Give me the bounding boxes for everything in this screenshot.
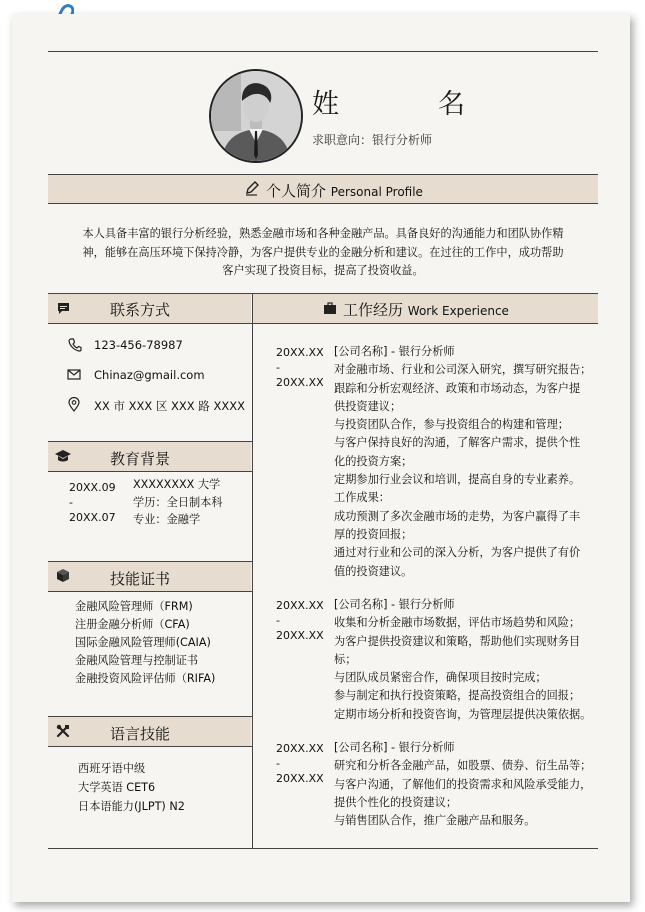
phone-number: 123-456-78987 xyxy=(94,338,183,352)
education-details xyxy=(133,476,223,529)
profile-title: 个人简介 Personal Profile xyxy=(266,182,423,200)
email-address: Chinaz@gmail.com xyxy=(94,368,205,382)
list-item: 国际金融风险管理师(CAIA) xyxy=(75,636,211,649)
work-title: 工作经历 Work Experience xyxy=(343,301,509,319)
certificate-cube-icon xyxy=(56,568,70,583)
certificates-header-bottom-rule xyxy=(48,591,252,592)
language-list xyxy=(78,759,185,816)
job-intent xyxy=(312,131,432,148)
avatar xyxy=(209,69,303,163)
list-item: 注册金融分析师（CFA) xyxy=(75,618,190,631)
list-item: 金融风险管理师（FRM) xyxy=(75,600,193,613)
work-entry-1: [公司名称] - 银行分析师 对金融市场、行业和公司深入研究，撰写研究报告； 跟踪和分析宏观经济、政策和市场动态，为客户提 供投资建议； 与投资团队合作，参与投资组合的构建和管理； 与客户保持良好的沟通，了解客户需求，提供个性 化的投资方案； 定期参加行业会议和培训，提高自身的专业素养。 工作成果： 成功预测了多次金融市场的走势，为客户赢得了丰 厚的投资回报； 通过对行业和公司的深入分析，为客户提供了有价 值的投资建议。 xyxy=(334,345,592,578)
work-dates-1: 20XX.XX - 20XX.XX xyxy=(276,346,324,389)
columns-header-bottom-rule xyxy=(48,323,598,324)
profile-summary xyxy=(78,225,568,281)
work-entry-3: [公司名称] - 银行分析师 研究和分析各金融产品，如股票、债券、衍生品等； 与客户沟通，了解他们的投资需求和风险承受能力， 提供个性化的投资建议； 与销售团队合作，推广金融产品和服务。 xyxy=(334,741,592,828)
job-intent-label: 求职意向： xyxy=(312,133,373,147)
bottom-rule xyxy=(48,848,598,849)
email-icon xyxy=(67,369,81,380)
chat-icon xyxy=(57,302,70,315)
work-entry-2: [公司名称] - 银行分析师 收集和分析金融市场数据，评估市场趋势和风险； 为客户提供投资建议和策略，帮助他们实现财务目 标； 与团队成员紧密合作，确保项目按时完成； 参与制定和执行投资策略，提高投资组合的回报； 定期市场分析和投资咨询，为管理层提供决策依据。 xyxy=(334,598,592,721)
job-intent-value: 银行分析师 xyxy=(372,133,433,147)
languages-title: 语言技能 xyxy=(110,725,171,743)
degree: 学历：全日制本科 xyxy=(133,495,223,509)
work-dates-3: 20XX.XX - 20XX.XX xyxy=(276,742,324,785)
list-item: 金融风险管理与控制证书 xyxy=(75,654,199,667)
top-rule xyxy=(48,51,598,52)
certificate-list xyxy=(75,598,215,688)
briefcase-icon xyxy=(323,302,337,315)
tools-icon xyxy=(56,724,70,738)
certificates-title: 技能证书 xyxy=(110,570,171,588)
location-pin-icon xyxy=(68,397,80,412)
education-dates: 20XX.09 - 20XX.07 xyxy=(69,481,116,524)
profile-line: 本人具备丰富的银行分析经验，熟悉金融市场和各种金融产品。具备良好的沟通能力和团队协作精 xyxy=(82,227,564,240)
list-item: 西班牙语中级 xyxy=(78,762,146,775)
education-title: 教育背景 xyxy=(110,450,171,468)
pen-icon xyxy=(244,180,260,196)
column-divider xyxy=(252,293,253,848)
contact-title: 联系方式 xyxy=(110,301,171,319)
languages-header-bottom-rule xyxy=(48,746,252,747)
phone-icon xyxy=(68,338,82,352)
profile-line: 客户实现了投资目标，提高了投资收益。 xyxy=(222,264,424,277)
list-item: 日本语能力(JLPT) N2 xyxy=(78,800,185,813)
list-item: 大学英语 CET6 xyxy=(78,781,156,794)
person-photo-icon xyxy=(211,71,301,161)
profile-header-bottom-rule xyxy=(48,203,598,204)
candidate-name: 姓 名 xyxy=(312,89,501,120)
school-name: XXXXXXXX 大学 xyxy=(133,478,221,491)
list-item: 金融投资风险评估师（RIFA) xyxy=(75,672,216,685)
graduation-cap-icon xyxy=(55,450,71,463)
home-address: XX 市 XXX 区 XXX 路 XXXX xyxy=(94,399,245,413)
work-dates-2: 20XX.XX - 20XX.XX xyxy=(276,599,324,642)
profile-line: 神，能够在高压环境下保持冷静，为客户提供专业的金融分析和建议。在过往的工作中，成功帮助 xyxy=(82,245,564,259)
major: 专业：金融学 xyxy=(133,513,201,526)
education-header-bottom-rule xyxy=(48,471,252,472)
